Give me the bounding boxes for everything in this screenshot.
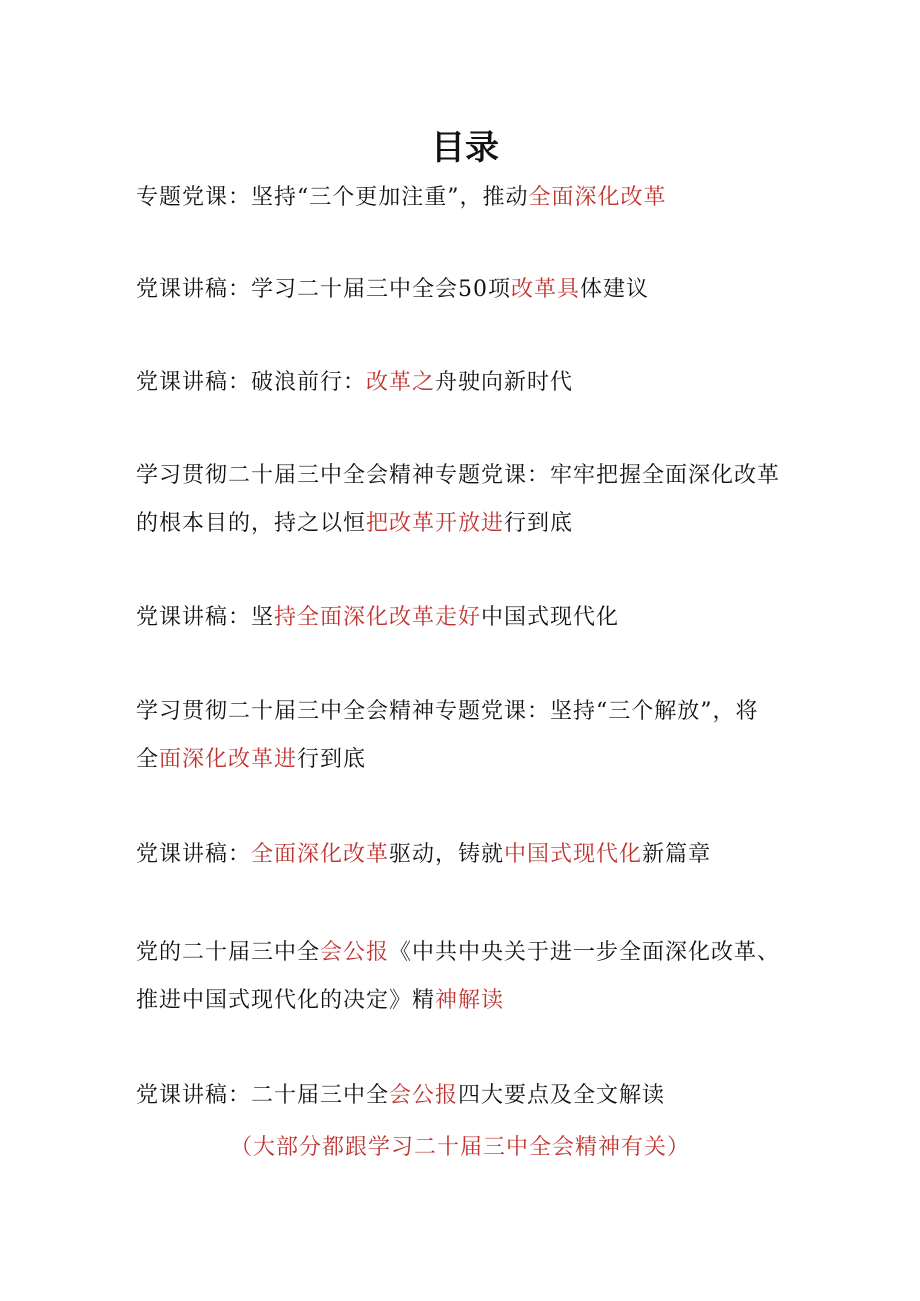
highlighted-text: 全面深化改革 xyxy=(528,185,667,210)
toc-entry-line xyxy=(136,977,836,1025)
toc-entry[interactable] xyxy=(136,174,836,222)
entry-text: 全 xyxy=(136,747,160,772)
toc-entry-line xyxy=(136,1072,836,1120)
entry-text: 党课讲稿：坚 xyxy=(136,605,275,630)
entry-text: 驱动，铸就 xyxy=(389,842,505,867)
highlighted-text: 中国式现代化 xyxy=(504,842,643,867)
entry-text: 党课讲稿：破浪前行： xyxy=(136,370,367,395)
entry-text: 新篇章 xyxy=(642,842,712,867)
highlighted-text: 全面深化改革 xyxy=(251,842,390,867)
entry-text: 党课讲稿：二十届三中全 xyxy=(136,1083,390,1108)
entry-text: 行到底 xyxy=(297,747,367,772)
highlighted-text: 改革具 xyxy=(511,277,581,302)
highlighted-text: 神解读 xyxy=(435,988,505,1013)
toc-entry-line xyxy=(136,929,836,977)
entry-text: 行到底 xyxy=(504,511,574,536)
highlighted-text: 会公报 xyxy=(389,1083,459,1108)
toc-entry[interactable] xyxy=(136,359,836,407)
toc-entry[interactable] xyxy=(136,594,836,642)
highlighted-text: 改革之 xyxy=(366,370,436,395)
toc-entry[interactable] xyxy=(136,688,836,784)
entry-text: 专题党课：坚持“三个更加注重”，推动 xyxy=(136,185,529,210)
entry-text: 学习贯彻二十届三中全会精神专题党课：坚持“三个解放”，将 xyxy=(136,699,759,724)
entry-text: 党课讲稿：学习二十届三中全会50项 xyxy=(136,277,511,302)
highlighted-text: 持全面深化改革走好 xyxy=(274,605,482,630)
toc-entry-line xyxy=(136,266,836,314)
toc-entry-line xyxy=(136,359,836,407)
highlighted-text: 面深化改革进 xyxy=(159,747,298,772)
toc-entry-line xyxy=(136,688,836,736)
toc-entry-line xyxy=(136,500,836,548)
toc-entry-line xyxy=(136,174,836,222)
toc-entry[interactable] xyxy=(136,452,836,548)
toc-entry-line xyxy=(136,452,836,500)
toc-entry[interactable] xyxy=(136,266,836,314)
entry-text: 《中共中央关于进一步全面深化改革、 xyxy=(389,940,781,965)
toc-entry[interactable] xyxy=(136,831,836,879)
footnote: （大部分都跟学习二十届三中全会精神有关） xyxy=(229,1135,690,1160)
entry-text: 的根本目的，持之以恒 xyxy=(136,511,367,536)
highlighted-text: 会公报 xyxy=(320,940,390,965)
toc-entry-line xyxy=(136,831,836,879)
entry-text: 党课讲稿： xyxy=(136,842,252,867)
toc-entry-line xyxy=(136,594,836,642)
entry-text: 四大要点及全文解读 xyxy=(458,1083,666,1108)
entry-text: 舟驶向新时代 xyxy=(435,370,574,395)
entry-text: 党的二十届三中全 xyxy=(136,940,321,965)
entry-text: 推进中国式现代化的决定》精 xyxy=(136,988,436,1013)
toc-entry[interactable] xyxy=(136,1072,836,1120)
toc-entry[interactable] xyxy=(136,929,836,1025)
page-title: 目录 xyxy=(431,128,499,168)
toc-entry-line xyxy=(136,736,836,784)
highlighted-text: 把改革开放进 xyxy=(366,511,505,536)
entry-text: 体建议 xyxy=(580,277,650,302)
entry-text: 学习贯彻二十届三中全会精神专题党课：牢牢把握全面深化改革 xyxy=(136,463,781,488)
entry-text: 中国式现代化 xyxy=(481,605,620,630)
